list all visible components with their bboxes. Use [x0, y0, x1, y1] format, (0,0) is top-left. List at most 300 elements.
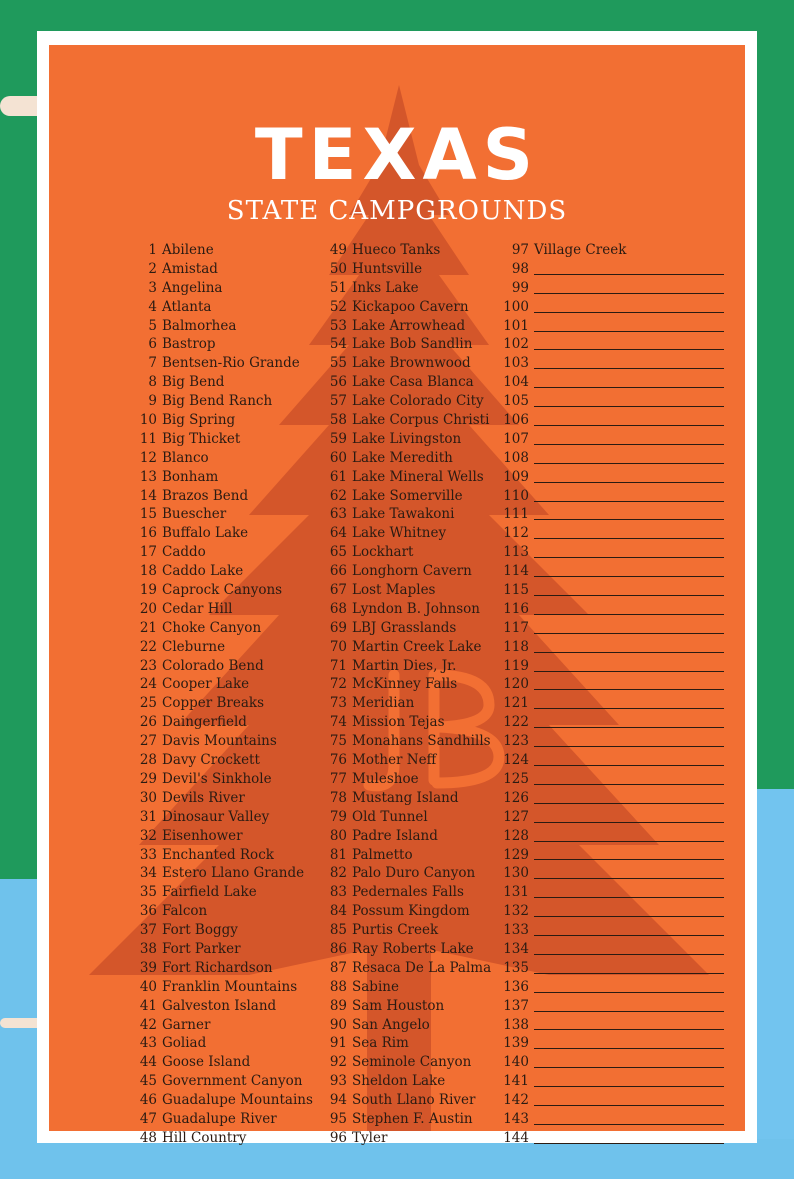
campground-list-item: [495, 1016, 724, 1035]
blank-write-in-line[interactable]: [534, 501, 724, 502]
campground-name: Caprock Canyons: [162, 582, 283, 599]
campground-list-item: [313, 1129, 491, 1148]
page-subtitle: STATE CAMPGROUNDS: [226, 196, 568, 226]
campground-list-item: [495, 732, 724, 751]
campground-number: 109: [503, 468, 529, 485]
campground-list-item: [123, 581, 313, 600]
campground-number: 18: [139, 563, 157, 580]
blank-write-in-line[interactable]: [534, 1143, 724, 1144]
campground-number: 129: [503, 846, 529, 863]
campground-list-item: [495, 1072, 724, 1091]
campground-name: San Angelo: [352, 1016, 430, 1033]
campground-list-item: [123, 600, 313, 619]
campground-number: 81: [329, 846, 347, 863]
campground-name: Sea Rim: [352, 1035, 409, 1052]
campground-list-item: [313, 392, 491, 411]
campground-list-item: [495, 1034, 724, 1053]
campground-list-item: [313, 789, 491, 808]
campground-name: Angelina: [162, 279, 223, 296]
blank-write-in-line[interactable]: [534, 765, 724, 766]
campground-number: 62: [329, 487, 347, 504]
campground-list-item: [313, 487, 491, 506]
campground-number: 20: [139, 600, 157, 617]
campground-list-item: [123, 808, 313, 827]
campground-name: Tyler: [352, 1129, 388, 1146]
blank-write-in-line[interactable]: [534, 803, 724, 804]
blank-write-in-line[interactable]: [534, 1011, 724, 1012]
campground-name: Sheldon Lake: [352, 1073, 446, 1090]
campground-name: Devil's Sinkhole: [162, 770, 272, 787]
campground-number: 70: [329, 638, 347, 655]
campground-list-item: [123, 1072, 313, 1091]
campground-list-item: [313, 298, 491, 317]
campground-number: 58: [329, 412, 347, 429]
blank-write-in-line[interactable]: [534, 349, 724, 350]
campground-column-2: [313, 241, 491, 1148]
blank-write-in-line[interactable]: [534, 1029, 724, 1030]
campground-number: 1: [148, 242, 157, 258]
campground-number: 136: [503, 978, 529, 995]
campground-list-item: [123, 279, 313, 298]
campground-name: Big Bend: [162, 374, 225, 391]
campground-name: Galveston Island: [162, 997, 277, 1014]
campground-number: 84: [329, 903, 347, 920]
blank-write-in-line[interactable]: [534, 1067, 724, 1068]
blank-write-in-line[interactable]: [534, 822, 724, 823]
campground-list-item: [313, 524, 491, 543]
campground-number: 28: [139, 752, 157, 769]
campground-number: 126: [503, 789, 529, 806]
campground-number: 52: [329, 298, 347, 315]
campground-number: 138: [503, 1016, 529, 1033]
campground-number: 144: [503, 1129, 529, 1146]
campground-list-item: [495, 846, 724, 865]
campground-list-item: [495, 354, 724, 373]
campground-name: Lake Casa Blanca: [352, 374, 474, 391]
blank-write-in-line[interactable]: [534, 406, 724, 407]
campground-number: 64: [329, 525, 347, 542]
campground-number: 128: [503, 827, 529, 844]
campground-list-item: [123, 392, 313, 411]
campground-name: Government Canyon: [162, 1073, 303, 1090]
campground-list-item: [495, 581, 724, 600]
blank-write-in-line[interactable]: [534, 973, 724, 974]
campground-list-item: [123, 940, 313, 959]
blank-write-in-line[interactable]: [534, 671, 724, 672]
campground-list-item: [123, 1129, 313, 1148]
campground-number: 32: [139, 827, 157, 844]
campground-number: 63: [329, 506, 347, 523]
campground-number: 143: [503, 1110, 529, 1127]
campground-list-item: [123, 411, 313, 430]
campground-number: 94: [329, 1092, 347, 1109]
campground-number: 75: [329, 733, 347, 750]
campground-list-item: [495, 1091, 724, 1110]
campground-list-item: [495, 468, 724, 487]
campground-number: 30: [139, 789, 157, 806]
blank-write-in-line[interactable]: [534, 463, 724, 464]
campground-name: Martin Dies, Jr.: [352, 657, 457, 674]
campground-list-item: [123, 864, 313, 883]
campground-list-item: [495, 505, 724, 524]
campground-number: 15: [139, 506, 157, 523]
campground-number: 101: [503, 317, 529, 334]
campground-number: 9: [148, 393, 157, 410]
campground-number: 127: [503, 808, 529, 825]
campground-list-item: [313, 713, 491, 732]
campground-name: Enchanted Rock: [162, 846, 274, 863]
campground-number: 120: [503, 676, 529, 693]
campground-name: Lake Corpus Christi: [352, 412, 490, 429]
campground-number: 4: [148, 298, 157, 315]
blank-write-in-line[interactable]: [534, 784, 724, 785]
campground-number: 3: [148, 279, 157, 296]
campground-number: 13: [139, 468, 157, 485]
campground-number: 33: [139, 846, 157, 863]
campground-number: 35: [139, 884, 157, 901]
campground-number: 140: [503, 1054, 529, 1071]
blank-write-in-line[interactable]: [534, 387, 724, 388]
campground-number: 134: [503, 940, 529, 957]
campground-list-item: [495, 392, 724, 411]
campground-list-item: [495, 675, 724, 694]
campground-number: 139: [503, 1035, 529, 1052]
campground-number: 90: [329, 1016, 347, 1033]
blank-write-in-line[interactable]: [534, 293, 724, 294]
campground-name: Big Spring: [162, 412, 236, 429]
campground-name: Hill Country: [162, 1129, 247, 1146]
campground-column-3: [495, 241, 724, 1148]
blank-write-in-line[interactable]: [534, 689, 724, 690]
campground-number: 111: [503, 506, 529, 523]
campground-number: 34: [139, 865, 157, 882]
campground-list-item: [495, 1129, 724, 1148]
campground-list-item: [495, 260, 724, 279]
campground-name: Big Thicket: [162, 430, 241, 447]
campground-number: 7: [148, 355, 157, 372]
campground-number: 102: [503, 336, 529, 353]
campground-number: 29: [139, 770, 157, 787]
campground-list-item: [313, 1016, 491, 1035]
campground-list-item: [313, 846, 491, 865]
campground-number: 119: [503, 657, 529, 674]
campground-name: Daingerfield: [162, 714, 247, 731]
campground-number: 135: [503, 959, 529, 976]
campground-name: Purtis Creek: [352, 922, 439, 939]
campground-number: 11: [139, 430, 157, 447]
blank-write-in-line[interactable]: [534, 444, 724, 445]
blank-write-in-line[interactable]: [534, 312, 724, 313]
campground-number: 79: [329, 808, 347, 825]
campground-list-item: [123, 260, 313, 279]
campground-number: 43: [139, 1035, 157, 1052]
campground-number: 92: [329, 1054, 347, 1071]
campground-list-item: [123, 694, 313, 713]
blank-write-in-line[interactable]: [534, 1124, 724, 1125]
campground-list-item: [495, 1053, 724, 1072]
blank-write-in-line[interactable]: [534, 538, 724, 539]
campground-name: Balmorhea: [162, 317, 237, 334]
campground-number: 24: [139, 676, 157, 693]
campground-list-item: [313, 751, 491, 770]
blank-write-in-line[interactable]: [534, 614, 724, 615]
campground-number: 47: [139, 1110, 157, 1127]
blank-write-in-line[interactable]: [534, 727, 724, 728]
blank-write-in-line[interactable]: [534, 519, 724, 520]
campground-name: Bastrop: [162, 336, 216, 353]
campground-list-item: [495, 789, 724, 808]
campground-name: Bentsen-Rio Grande: [162, 355, 300, 372]
blank-write-in-line[interactable]: [534, 841, 724, 842]
campground-name: Lake Colorado City: [352, 393, 484, 410]
campground-name: Blanco: [162, 449, 209, 466]
campground-name: South Llano River: [352, 1092, 476, 1109]
campground-number: 42: [139, 1016, 157, 1033]
campground-number: 55: [329, 355, 347, 372]
campground-list-item: [495, 978, 724, 997]
campground-number: 106: [503, 412, 529, 429]
campground-number: 115: [503, 582, 529, 599]
campground-number: 117: [503, 619, 529, 636]
blank-write-in-line[interactable]: [534, 557, 724, 558]
campground-list-item: [313, 883, 491, 902]
campground-name: Dinosaur Valley: [162, 808, 270, 825]
campground-number: 87: [329, 959, 347, 976]
campground-list-item: [123, 241, 313, 260]
campground-list-item: [123, 902, 313, 921]
campground-name: Estero Llano Grande: [162, 865, 305, 882]
campground-name: Goose Island: [162, 1054, 251, 1071]
campground-list-item: [123, 770, 313, 789]
campground-name: Village Creek: [534, 242, 627, 258]
campground-name: Pedernales Falls: [352, 884, 464, 901]
campground-list-item: [313, 657, 491, 676]
campground-list-item: [123, 505, 313, 524]
campground-name: Lyndon B. Johnson: [352, 600, 480, 617]
campground-name: Seminole Canyon: [352, 1054, 472, 1071]
campground-name: Eisenhower: [162, 827, 243, 844]
campground-number: 49: [329, 242, 347, 258]
campground-list-item: [123, 827, 313, 846]
campground-list-item: [123, 1110, 313, 1129]
campground-list-item: [495, 430, 724, 449]
campground-number: 97: [511, 242, 529, 258]
campground-name: Longhorn Cavern: [352, 563, 472, 580]
blank-write-in-line[interactable]: [534, 935, 724, 936]
campground-name: LBJ Grasslands: [352, 619, 457, 636]
campground-list-item: [123, 543, 313, 562]
campground-number: 10: [139, 412, 157, 429]
campground-name: Cooper Lake: [162, 676, 250, 693]
campground-number: 118: [503, 638, 529, 655]
blank-write-in-line[interactable]: [534, 425, 724, 426]
campground-column-1: [123, 241, 313, 1148]
campground-name: Caddo Lake: [162, 563, 244, 580]
campground-name: Possum Kingdom: [352, 903, 470, 920]
campground-name: Fort Parker: [162, 940, 241, 957]
campground-list-item: [123, 619, 313, 638]
campground-number: 96: [329, 1129, 347, 1146]
campground-list-item: [313, 694, 491, 713]
campground-number: 31: [139, 808, 157, 825]
campground-number: 78: [329, 789, 347, 806]
campground-number: 8: [148, 374, 157, 391]
campground-list-item: [495, 770, 724, 789]
campground-list-item: [313, 638, 491, 657]
campground-list-item: [313, 808, 491, 827]
campground-number: 103: [503, 355, 529, 372]
campground-list-item: [313, 260, 491, 279]
campground-list-item: [495, 808, 724, 827]
campground-name: Lake Livingston: [352, 430, 462, 447]
campground-number: 98: [511, 260, 529, 277]
campground-number: 89: [329, 997, 347, 1014]
campground-name: Martin Creek Lake: [352, 638, 482, 655]
campground-number: 65: [329, 544, 347, 561]
blank-write-in-line[interactable]: [534, 1105, 724, 1106]
campground-name: Copper Breaks: [162, 695, 264, 712]
campground-list-item: [495, 487, 724, 506]
campground-number: 83: [329, 884, 347, 901]
campground-number: 56: [329, 374, 347, 391]
campground-list-item: [313, 940, 491, 959]
blank-write-in-line[interactable]: [534, 878, 724, 879]
campground-name: Kickapoo Cavern: [352, 298, 469, 315]
campground-number: 19: [139, 582, 157, 599]
campground-number: 39: [139, 959, 157, 976]
campground-list-item: [123, 732, 313, 751]
campground-number: 6: [148, 336, 157, 353]
campground-list-item: [313, 921, 491, 940]
campground-number: 72: [329, 676, 347, 693]
campground-name: Lake Arrowhead: [352, 317, 466, 334]
blank-write-in-line[interactable]: [534, 331, 724, 332]
campground-number: 38: [139, 940, 157, 957]
campground-list-item: [313, 241, 491, 260]
blank-write-in-line[interactable]: [534, 708, 724, 709]
campground-number: 141: [503, 1073, 529, 1090]
campground-list-item: [495, 713, 724, 732]
campground-list-item: [123, 562, 313, 581]
blank-write-in-line[interactable]: [534, 916, 724, 917]
campground-number: 113: [503, 544, 529, 561]
campground-name: Colorado Bend: [162, 657, 264, 674]
campground-number: 132: [503, 903, 529, 920]
campground-name: Fairfield Lake: [162, 884, 257, 901]
blank-write-in-line[interactable]: [534, 368, 724, 369]
blank-write-in-line[interactable]: [534, 576, 724, 577]
poster: [49, 45, 745, 1146]
campground-name: Franklin Mountains: [162, 978, 298, 995]
campground-number: 51: [329, 279, 347, 296]
campground-list-item: [495, 940, 724, 959]
campground-number: 61: [329, 468, 347, 485]
blank-write-in-line[interactable]: [534, 1086, 724, 1087]
campground-list-item: [313, 675, 491, 694]
campground-list-item: [313, 978, 491, 997]
campground-number: 17: [139, 544, 157, 561]
blank-write-in-line[interactable]: [534, 652, 724, 653]
campground-list-item: [123, 978, 313, 997]
campground-list-item: [495, 619, 724, 638]
campground-list-item: [495, 298, 724, 317]
campground-name: Palo Duro Canyon: [352, 865, 476, 882]
campground-number: 105: [503, 393, 529, 410]
campground-name: Mustang Island: [352, 789, 459, 806]
campground-name: Padre Island: [352, 827, 438, 844]
blank-write-in-line[interactable]: [534, 746, 724, 747]
campground-list-item: [313, 468, 491, 487]
blank-write-in-line[interactable]: [534, 992, 724, 993]
campground-number: 44: [139, 1054, 157, 1071]
campground-name: Lake Mineral Wells: [352, 468, 484, 485]
campground-list-item: [495, 751, 724, 770]
campground-list-item: [495, 657, 724, 676]
blank-write-in-line[interactable]: [534, 859, 724, 860]
campground-list-item: [495, 317, 724, 336]
blank-write-in-line[interactable]: [534, 274, 724, 275]
campground-name: Lake Bob Sandlin: [352, 336, 473, 353]
blank-write-in-line[interactable]: [534, 633, 724, 634]
campground-list-item: [495, 449, 724, 468]
campground-name: Amistad: [162, 260, 218, 277]
blank-write-in-line[interactable]: [534, 595, 724, 596]
campground-list-item: [123, 468, 313, 487]
campground-number: 124: [503, 752, 529, 769]
blank-write-in-line[interactable]: [534, 482, 724, 483]
campground-name: Falcon: [162, 903, 208, 920]
page-title: TEXAS: [254, 114, 540, 196]
blank-write-in-line[interactable]: [534, 1048, 724, 1049]
blank-write-in-line[interactable]: [534, 954, 724, 955]
campground-list-item: [495, 997, 724, 1016]
campground-number: 100: [503, 298, 529, 315]
campground-number: 2: [148, 260, 157, 277]
campground-name: Muleshoe: [352, 770, 419, 787]
campground-list-item: [313, 1110, 491, 1129]
campground-list-item: [313, 997, 491, 1016]
campground-list-item: [495, 827, 724, 846]
campground-number: 59: [329, 430, 347, 447]
campground-number: 104: [503, 374, 529, 391]
campground-list-item: [313, 619, 491, 638]
blank-write-in-line[interactable]: [534, 897, 724, 898]
campground-list-item: [123, 335, 313, 354]
campground-list-item: [495, 543, 724, 562]
campground-list-item: [495, 600, 724, 619]
campground-number: 123: [503, 733, 529, 750]
campground-number: 99: [511, 279, 529, 296]
campground-number: 137: [503, 997, 529, 1014]
campground-name: Fort Richardson: [162, 959, 273, 976]
campground-name: Goliad: [162, 1035, 207, 1052]
campground-list-item: [123, 657, 313, 676]
campground-list-item: [123, 883, 313, 902]
campground-name: Choke Canyon: [162, 619, 262, 636]
campground-list-item: [313, 430, 491, 449]
campground-number: 80: [329, 827, 347, 844]
campground-name: Lake Whitney: [352, 525, 447, 542]
campground-list-item: [123, 675, 313, 694]
campground-list-item: [313, 562, 491, 581]
campground-name: Lost Maples: [352, 582, 436, 599]
campground-list-item: [495, 524, 724, 543]
campground-number: 73: [329, 695, 347, 712]
campground-number: 112: [503, 525, 529, 542]
campground-list-item: [313, 1072, 491, 1091]
campground-list-item: [123, 430, 313, 449]
campground-list-item: [495, 335, 724, 354]
